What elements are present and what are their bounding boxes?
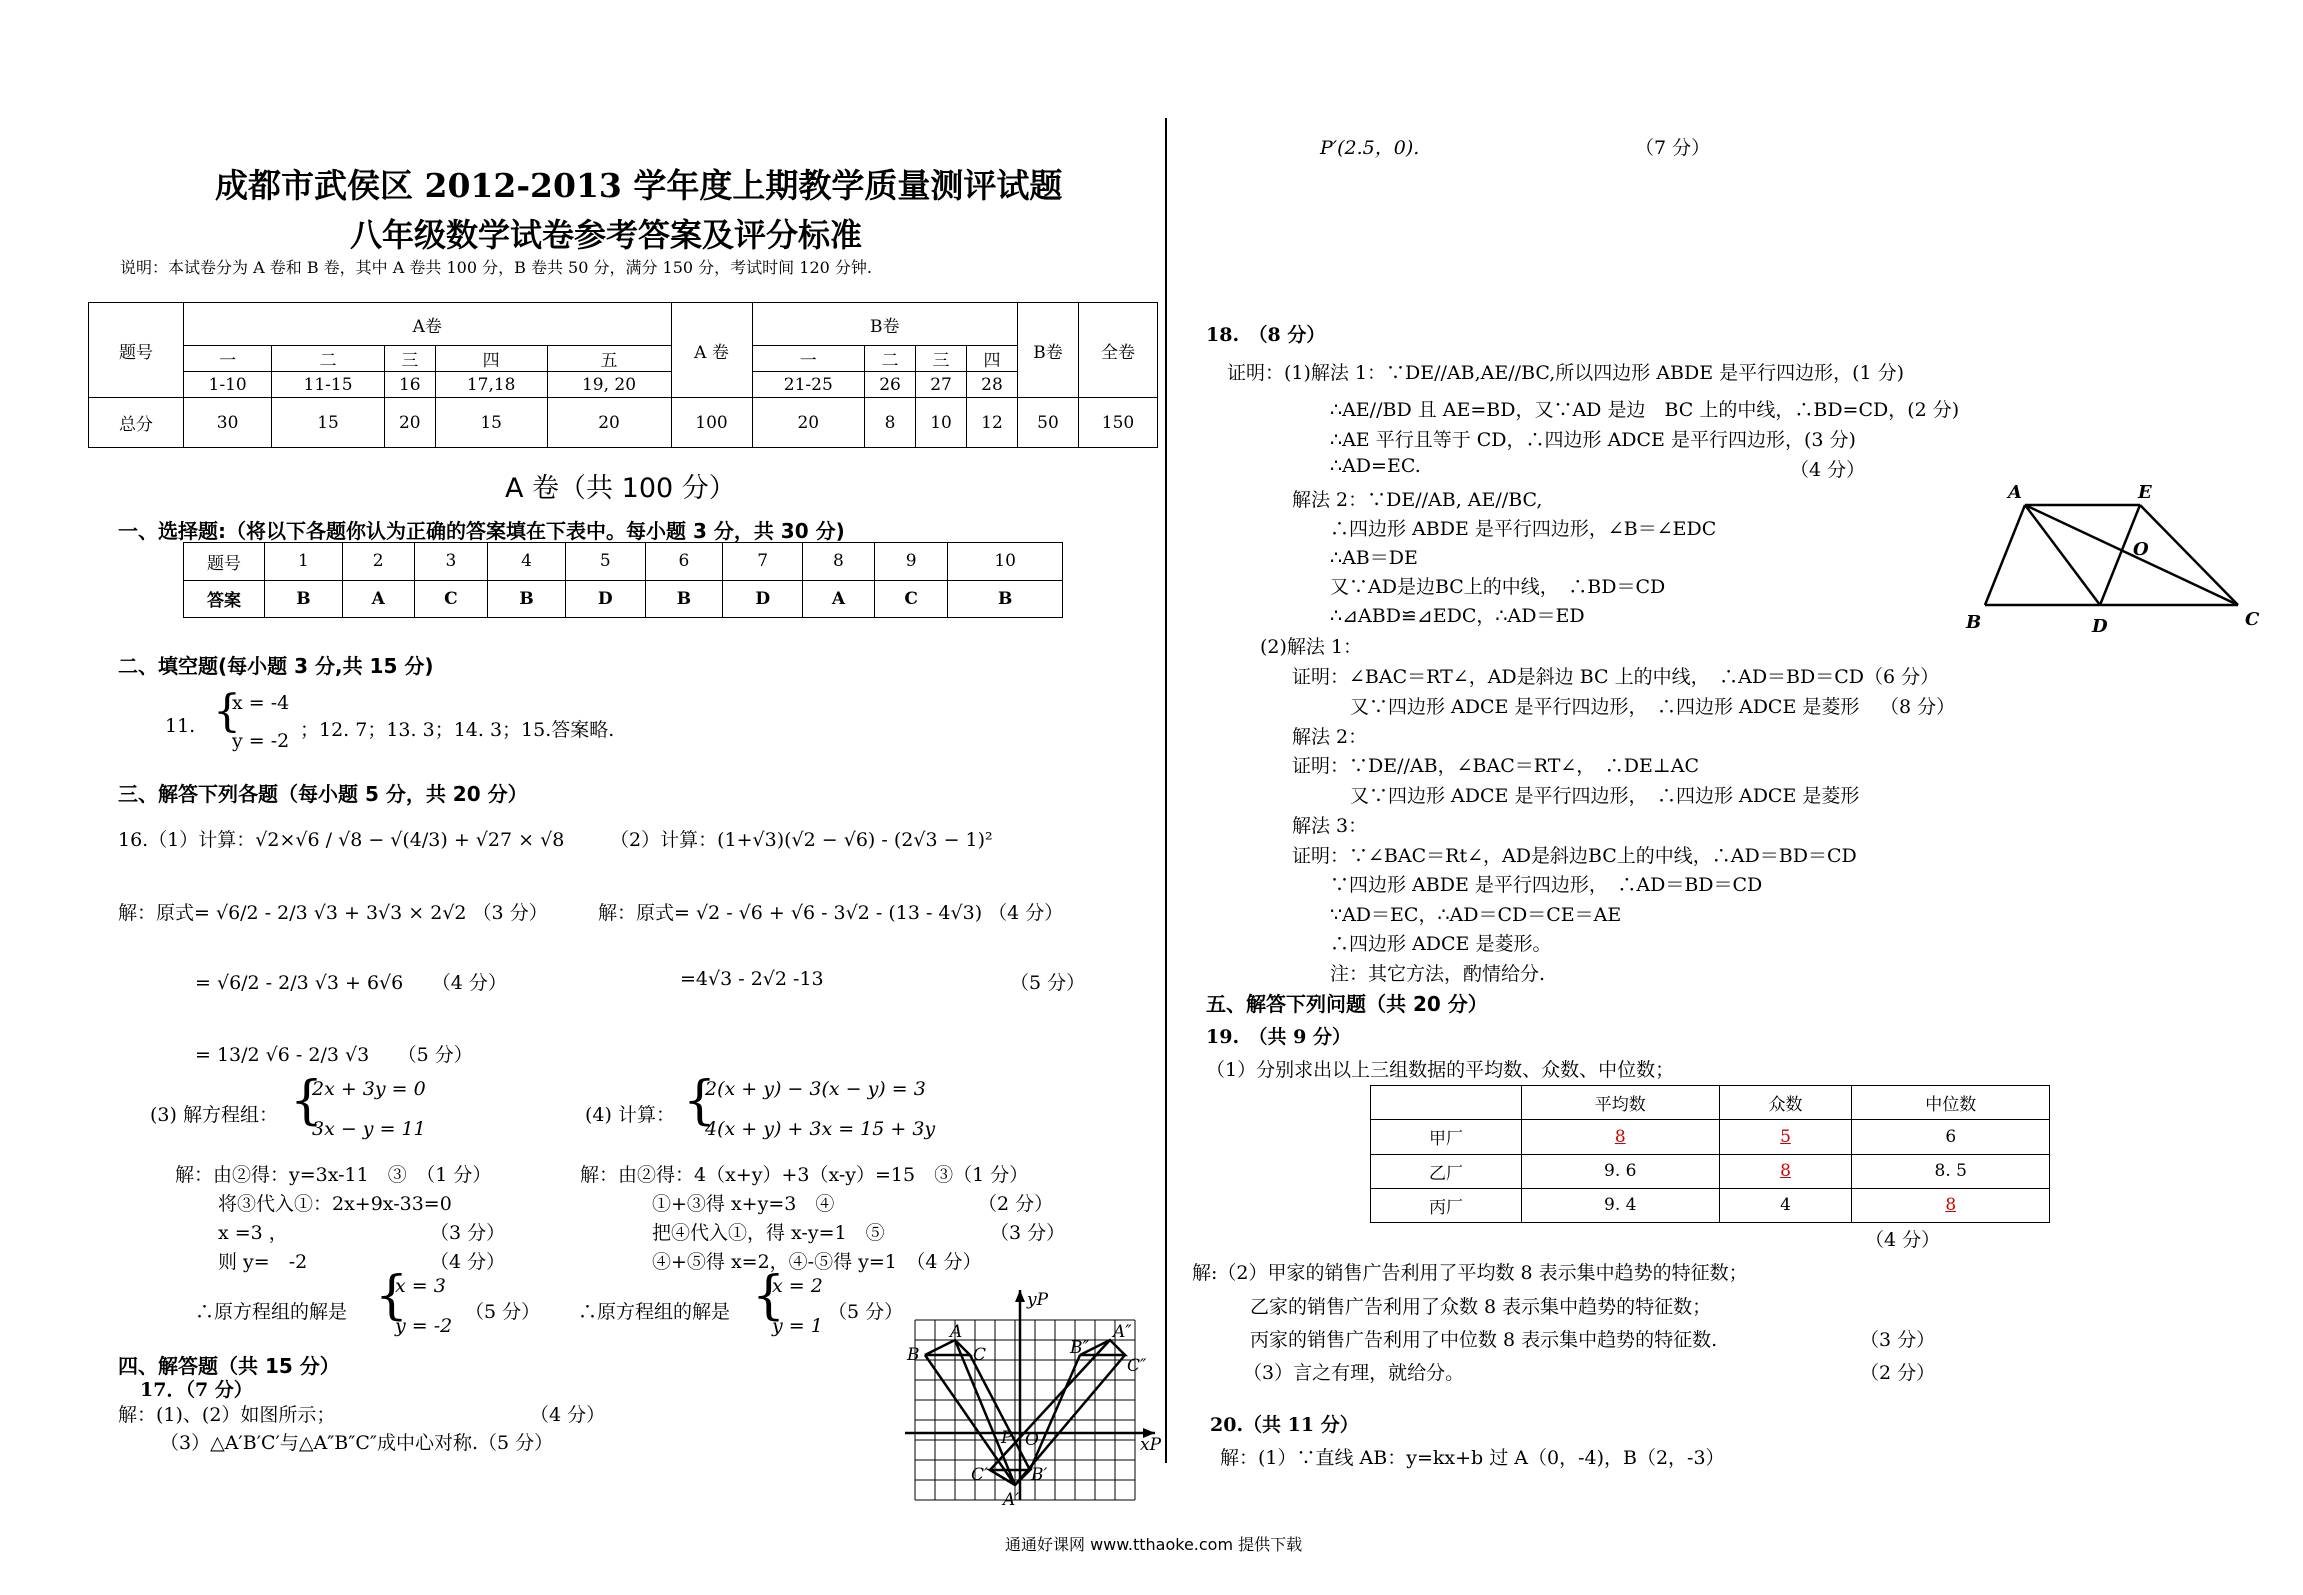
parallelogram-figure (1960, 470, 2280, 640)
stats-cell: 4 (1719, 1188, 1852, 1222)
q20-title: 20.（共 11 分） (1210, 1414, 1359, 1436)
answer: A (803, 580, 875, 618)
a-group-header: A卷 (184, 303, 672, 346)
page-footer: 通通好课网 www.tthaoke.com 提供下载 (1005, 1535, 1303, 1554)
q-num: 6 (645, 543, 723, 581)
point-c2-label: C″ (1127, 1356, 1147, 1376)
point-b2-label: B″ (1070, 1338, 1089, 1358)
fig-point-e: E (2138, 482, 2152, 503)
stats-cell: 9. 6 (1522, 1154, 1720, 1188)
answer: D (565, 580, 645, 618)
sol2-line2: =4√3 - 2√2 -13 (680, 968, 824, 990)
stats-header: 中位数 (1852, 1086, 2050, 1120)
q18-line: 又∵AD是边BC上的中线， ∴BD＝CD (1330, 576, 1666, 598)
q18-line-score: （8 分） (1880, 696, 1956, 718)
brace-icon: { (290, 1071, 324, 1131)
q19-line4: 丙家的销售广告利用了中位数 8 表示集中趋势的特征数. (1250, 1329, 1718, 1351)
stats-header: 平均数 (1522, 1086, 1720, 1120)
b-col-range: 28 (966, 372, 1017, 398)
a-col-score: 20 (384, 398, 435, 448)
choice-answer-table (183, 542, 1063, 618)
q12-15: ；12. 7；13. 3；14. 3；15.答案略. (300, 719, 615, 741)
stats-cell: 8. 5 (1852, 1154, 2050, 1188)
q11-label: 11. (165, 715, 196, 737)
s4-line2-score: （2 分） (978, 1193, 1054, 1215)
q-num: 2 (342, 543, 414, 581)
q18-line-score: （4 分） (1790, 459, 1866, 481)
q16-1: 16.（1）计算：√2×√6 / √8 − √(4/3) + √27 × √8 (118, 829, 565, 851)
point-p-label: P (1001, 1428, 1013, 1448)
q-num: 8 (803, 543, 875, 581)
q18-line: 注：其它方法，酌情给分. (1330, 963, 1546, 985)
q3-eq1: 2x + 3y = 0 (312, 1078, 426, 1100)
b-col-num: 四 (966, 346, 1017, 372)
s4-line3-score: （3 分） (990, 1222, 1066, 1244)
s3-line3: x =3 ， (218, 1222, 288, 1244)
row-label: 题号 (89, 303, 184, 398)
q-num: 3 (414, 543, 488, 581)
q-num: 7 (723, 543, 803, 581)
s3-line1: 解：由②得：y=3x-11 ③ （1 分） (175, 1164, 492, 1186)
q18-line: ∵四边形 ABDE 是平行四边形， ∴AD＝BD＝CD (1330, 874, 1763, 896)
stats-cell: 甲厂 (1371, 1120, 1522, 1154)
stats-cell: 5 (1719, 1120, 1852, 1154)
brace-icon: { (683, 1071, 717, 1131)
a-col-score: 20 (547, 398, 671, 448)
b-total-header: B卷 (1018, 303, 1079, 398)
point-a1-label: A′ (1003, 1490, 1020, 1510)
page-subtitle: 八年级数学试卷参考答案及评分标准 (350, 216, 863, 254)
q18-line: 证明：∵DE//AB，∠BAC＝RT∠， ∴DE⊥AC (1292, 755, 1700, 777)
answer: B (488, 580, 566, 618)
q3-title: (3) 解方程组： (150, 1104, 278, 1126)
q19-line3: 乙家的销售广告利用了众数 8 表示集中趋势的特征数； (1250, 1296, 1712, 1318)
b-col-score: 8 (865, 398, 916, 448)
q18-line: (2)解法 1： (1260, 636, 1363, 658)
p-prime-score: （7 分） (1635, 137, 1711, 159)
q18-line: ∴AE 平行且等于 CD，∴四边形 ADCE 是平行四边形，(3 分) (1330, 429, 1856, 451)
s3-x: x = 3 (395, 1275, 446, 1297)
q17-line2: （3）△A′B′C′与△A″B″C″成中心对称.（5 分） (160, 1432, 554, 1454)
b-col-score: 20 (752, 398, 865, 448)
q16-2: （2）计算：(1+√3)(√2 − √6) - (2√3 − 1)² (610, 829, 993, 851)
answer: B (265, 580, 343, 618)
q-num: 10 (948, 543, 1063, 581)
q4-eq1: 2(x + y) − 3(x − y) = 3 (705, 1078, 926, 1100)
point-a-label: A (950, 1322, 963, 1342)
s3-line3-score: （3 分） (430, 1222, 506, 1244)
exam-note: 说明：本试卷分为 A 卷和 B 卷，其中 A 卷共 100 分，B 卷共 50 分，满分 150 分，考试时间 120 分钟. (120, 258, 872, 277)
score-table (88, 302, 1158, 448)
brace-icon: { (213, 686, 241, 737)
s4-x: x = 2 (772, 1275, 823, 1297)
q4-title: (4) 计算： (585, 1104, 675, 1126)
b-col-num: 二 (865, 346, 916, 372)
s4-line5-score: （5 分） (828, 1301, 904, 1323)
stats-cell: 6 (1852, 1120, 2050, 1154)
stats-table (1370, 1085, 2050, 1223)
a-col-score: 15 (435, 398, 547, 448)
q-num: 4 (488, 543, 566, 581)
s3-y: y = -2 (395, 1315, 453, 1337)
a-col-score: 30 (184, 398, 272, 448)
section1-title: 一、选择题:（将以下各题你认为正确的答案填在下表中。每小题 3 分，共 30 分) (118, 519, 845, 543)
q18-line: ∴⊿ABD≌⊿EDC，∴AD＝ED (1330, 605, 1585, 627)
sol1-line3: = 13/2 √6 - 2/3 √3 （5 分） (195, 1044, 473, 1066)
s4-line5: ∴原方程组的解是 (578, 1301, 731, 1323)
a-col-num: 三 (384, 346, 435, 372)
q-num: 5 (565, 543, 645, 581)
sol2-line2-score: （5 分） (1010, 972, 1086, 994)
a-col-range: 16 (384, 372, 435, 398)
a-col-range: 17,18 (435, 372, 547, 398)
origin-label: O (1025, 1430, 1039, 1450)
point-c-label: C (973, 1345, 987, 1365)
stats-cell: 8 (1719, 1154, 1852, 1188)
section4-title: 四、解答题（共 15 分） (118, 1354, 340, 1378)
a-section-heading: A 卷（共 100 分） (505, 473, 736, 504)
stats-header (1371, 1086, 1522, 1120)
page-title: 成都市武侯区 2012-2013 学年度上期教学质量测评试题 (215, 166, 1063, 205)
a-col-num: 二 (272, 346, 385, 372)
b-group-header: B卷 (752, 303, 1017, 346)
b-col-num: 三 (916, 346, 967, 372)
all-header: 全卷 (1079, 303, 1158, 398)
brace-icon: { (375, 1266, 409, 1326)
coordinate-graph (905, 1285, 1165, 1510)
q18-line: 证明：(1)解法 1：∵DE//AB,AE//BC,所以四边形 ABDE 是平行四边形，(1 分) (1227, 362, 1905, 384)
sol2-line1: 解：原式= √2 - √6 + √6 - 3√2 - (13 - 4√3) （4 分） (598, 902, 1064, 924)
q17-title: 17．（7 分） (140, 1379, 253, 1401)
b-col-num: 一 (752, 346, 865, 372)
p-prime-answer: P′(2.5，0). (1320, 137, 1420, 159)
a-col-num: 四 (435, 346, 547, 372)
b-col-range: 26 (865, 372, 916, 398)
sol1-line1: 解：原式= √6/2 - 2/3 √3 + 3√3 × 2√2 （3 分） (118, 902, 548, 924)
q19-title: 19. （共 9 分） (1206, 1026, 1352, 1048)
a-total-score: 100 (671, 398, 752, 448)
s4-line4: ④+⑤得 x=2，④-⑤得 y=1 （4 分） (652, 1251, 982, 1273)
a-col-range: 11-15 (272, 372, 385, 398)
q18-line: ∴四边形 ABDE 是平行四边形，∠B＝∠EDC (1330, 518, 1717, 540)
q18-line: 解法 2：∵DE//AB, AE//BC, (1292, 489, 1543, 511)
q19-line4-score: （3 分） (1860, 1329, 1936, 1351)
stats-cell: 8 (1522, 1120, 1720, 1154)
q17-line1-score: （4 分） (530, 1404, 606, 1426)
b-total-score: 50 (1018, 398, 1079, 448)
q18-line: 又∵四边形 ADCE 是平行四边形， ∴四边形 ADCE 是菱形 (1350, 696, 1860, 718)
q19-line2: 解:（2）甲家的销售广告利用了平均数 8 表示集中趋势的特征数； (1192, 1262, 1748, 1284)
point-c1-label: C′ (971, 1465, 988, 1485)
column-divider (1165, 118, 1167, 1463)
q19-line5: （3）言之有理，就给分。 (1243, 1362, 1465, 1384)
stats-cell: 9. 4 (1522, 1188, 1720, 1222)
b-col-range: 27 (916, 372, 967, 398)
all-total-score: 150 (1079, 398, 1158, 448)
answer: A (342, 580, 414, 618)
a-col-score: 15 (272, 398, 385, 448)
y-axis-label: yP (1027, 1290, 1049, 1310)
q-label: 题号 (184, 543, 265, 581)
fig-point-c: C (2245, 609, 2260, 630)
a-label: 答案 (184, 580, 265, 618)
q11-y: y = -2 (232, 730, 290, 752)
stats-table-score: （4 分） (1865, 1229, 1941, 1251)
q-num: 1 (265, 543, 343, 581)
x-axis-label: xP (1140, 1435, 1162, 1455)
b-col-score: 12 (966, 398, 1017, 448)
sol1-line2: = √6/2 - 2/3 √3 + 6√6 （4 分） (195, 972, 507, 994)
brace-icon: { (752, 1266, 786, 1326)
point-a2-label: A″ (1113, 1322, 1132, 1342)
answer: C (874, 580, 948, 618)
s3-line4: 则 y= -2 (218, 1251, 308, 1273)
answer: C (414, 580, 488, 618)
q18-line: 解法 3： (1292, 815, 1368, 837)
stats-header: 众数 (1719, 1086, 1852, 1120)
stats-cell: 丙厂 (1371, 1188, 1522, 1222)
answer: B (645, 580, 723, 618)
answer: D (723, 580, 803, 618)
s4-line2: ①+③得 x+y=3 ④ (652, 1193, 835, 1215)
q19-line1: （1）分别求出以上三组数据的平均数、众数、中位数； (1206, 1059, 1675, 1081)
q18-line: 又∵四边形 ADCE 是平行四边形， ∴四边形 ADCE 是菱形 (1350, 785, 1860, 807)
q18-line: ∴AE//BD 且 AE=BD，又∵AD 是边 BC 上的中线，∴BD=CD，(2 分) (1330, 399, 1960, 421)
fig-point-a: A (2008, 482, 2022, 503)
b-col-score: 10 (916, 398, 967, 448)
q18-line: 证明：∠BAC＝RT∠，AD是斜边 BC 上的中线， ∴AD＝BD＝CD（6 分） (1292, 666, 1940, 688)
q18-title: 18. （8 分） (1206, 324, 1326, 346)
stats-cell: 8 (1852, 1188, 2050, 1222)
a-col-num: 五 (547, 346, 671, 372)
point-b-label: B (907, 1345, 920, 1365)
b-col-range: 21-25 (752, 372, 865, 398)
s3-line5-score: （5 分） (465, 1301, 541, 1323)
section5-title: 五、解答下列问题（共 20 分） (1206, 992, 1488, 1016)
q20-line1: 解：(1）∵直线 AB：y=kx+b 过 A（0，-4)，B（2，-3） (1220, 1447, 1725, 1469)
q-num: 9 (874, 543, 948, 581)
a-col-range: 1-10 (184, 372, 272, 398)
fig-point-o: O (2133, 539, 2149, 560)
q11-x: x = -4 (232, 692, 290, 714)
section3-title: 三、解答下列各题（每小题 5 分，共 20 分） (118, 782, 528, 806)
q18-line: ∴四边形 ADCE 是菱形。 (1330, 933, 1552, 955)
q18-line: ∵AD＝EC，∴AD＝CD＝CE＝AE (1330, 904, 1622, 926)
s4-line3: 把④代入①，得 x-y=1 ⑤ (652, 1222, 885, 1244)
q4-eq2: 4(x + y) + 3x = 15 + 3y (705, 1118, 936, 1140)
a-total-header: A 卷 (671, 303, 752, 398)
total-label: 总分 (89, 398, 184, 448)
q17-line1: 解：(1)、(2）如图所示； (118, 1404, 336, 1426)
q3-eq2: 3x − y = 11 (312, 1118, 426, 1140)
s3-line5: ∴原方程组的解是 (195, 1301, 348, 1323)
s4-y: y = 1 (772, 1315, 823, 1337)
q18-line: 证明：∵∠BAC＝Rt∠，AD是斜边BC上的中线，∴AD＝BD＝CD (1292, 845, 1857, 867)
q19-line5-score: （2 分） (1860, 1362, 1936, 1384)
point-b1-label: B′ (1031, 1465, 1048, 1485)
answer: B (948, 580, 1063, 618)
q18-line: ∴AD=EC. (1330, 455, 1421, 477)
q18-line: 解法 2： (1292, 726, 1368, 748)
s3-line2: 将③代入①：2x+9x-33=0 (218, 1193, 452, 1215)
right-column (1170, 0, 2303, 1595)
fig-point-b: B (1966, 612, 1982, 633)
section2-title: 二、填空题(每小题 3 分,共 15 分) (118, 654, 434, 678)
s4-line1: 解：由②得：4（x+y）+3（x-y）=15 ③（1 分） (580, 1164, 1029, 1186)
stats-cell: 乙厂 (1371, 1154, 1522, 1188)
s3-line4-score: （4 分） (430, 1251, 506, 1273)
q18-line: ∴AB＝DE (1330, 547, 1418, 569)
fig-point-d: D (2092, 616, 2108, 637)
a-col-num: 一 (184, 346, 272, 372)
a-col-range: 19, 20 (547, 372, 671, 398)
